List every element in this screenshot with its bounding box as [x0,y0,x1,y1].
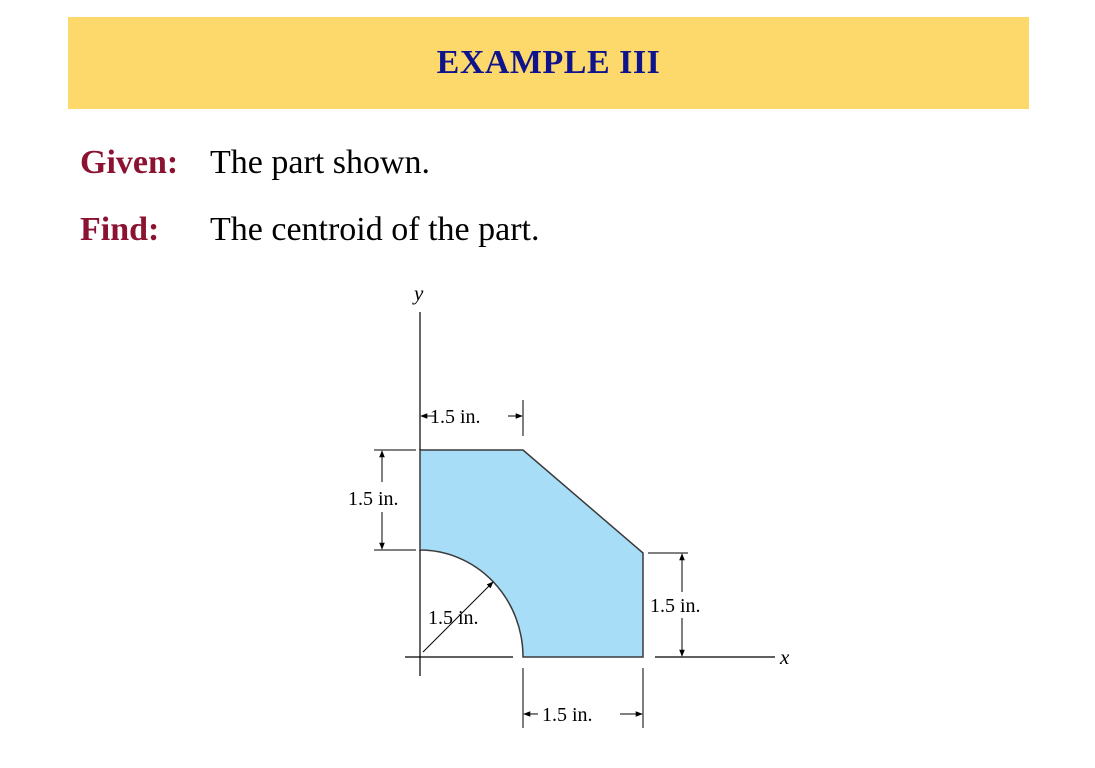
dim-radius-label: 1.5 in. [428,607,479,629]
given-label: Given: [80,144,179,181]
y-axis-label: y [414,281,424,305]
dim-bottom-label: 1.5 in. [542,704,593,726]
given-text: The part shown. [210,144,431,181]
dim-left-label: 1.5 in. [348,488,399,510]
find-text: The centroid of the part. [210,211,540,248]
page-title: EXAMPLE III [436,44,661,81]
find-label: Find: [80,211,160,248]
x-axis-label: x [780,645,790,669]
dim-top-label: 1.5 in. [430,406,481,428]
dim-right-label: 1.5 in. [650,595,701,617]
